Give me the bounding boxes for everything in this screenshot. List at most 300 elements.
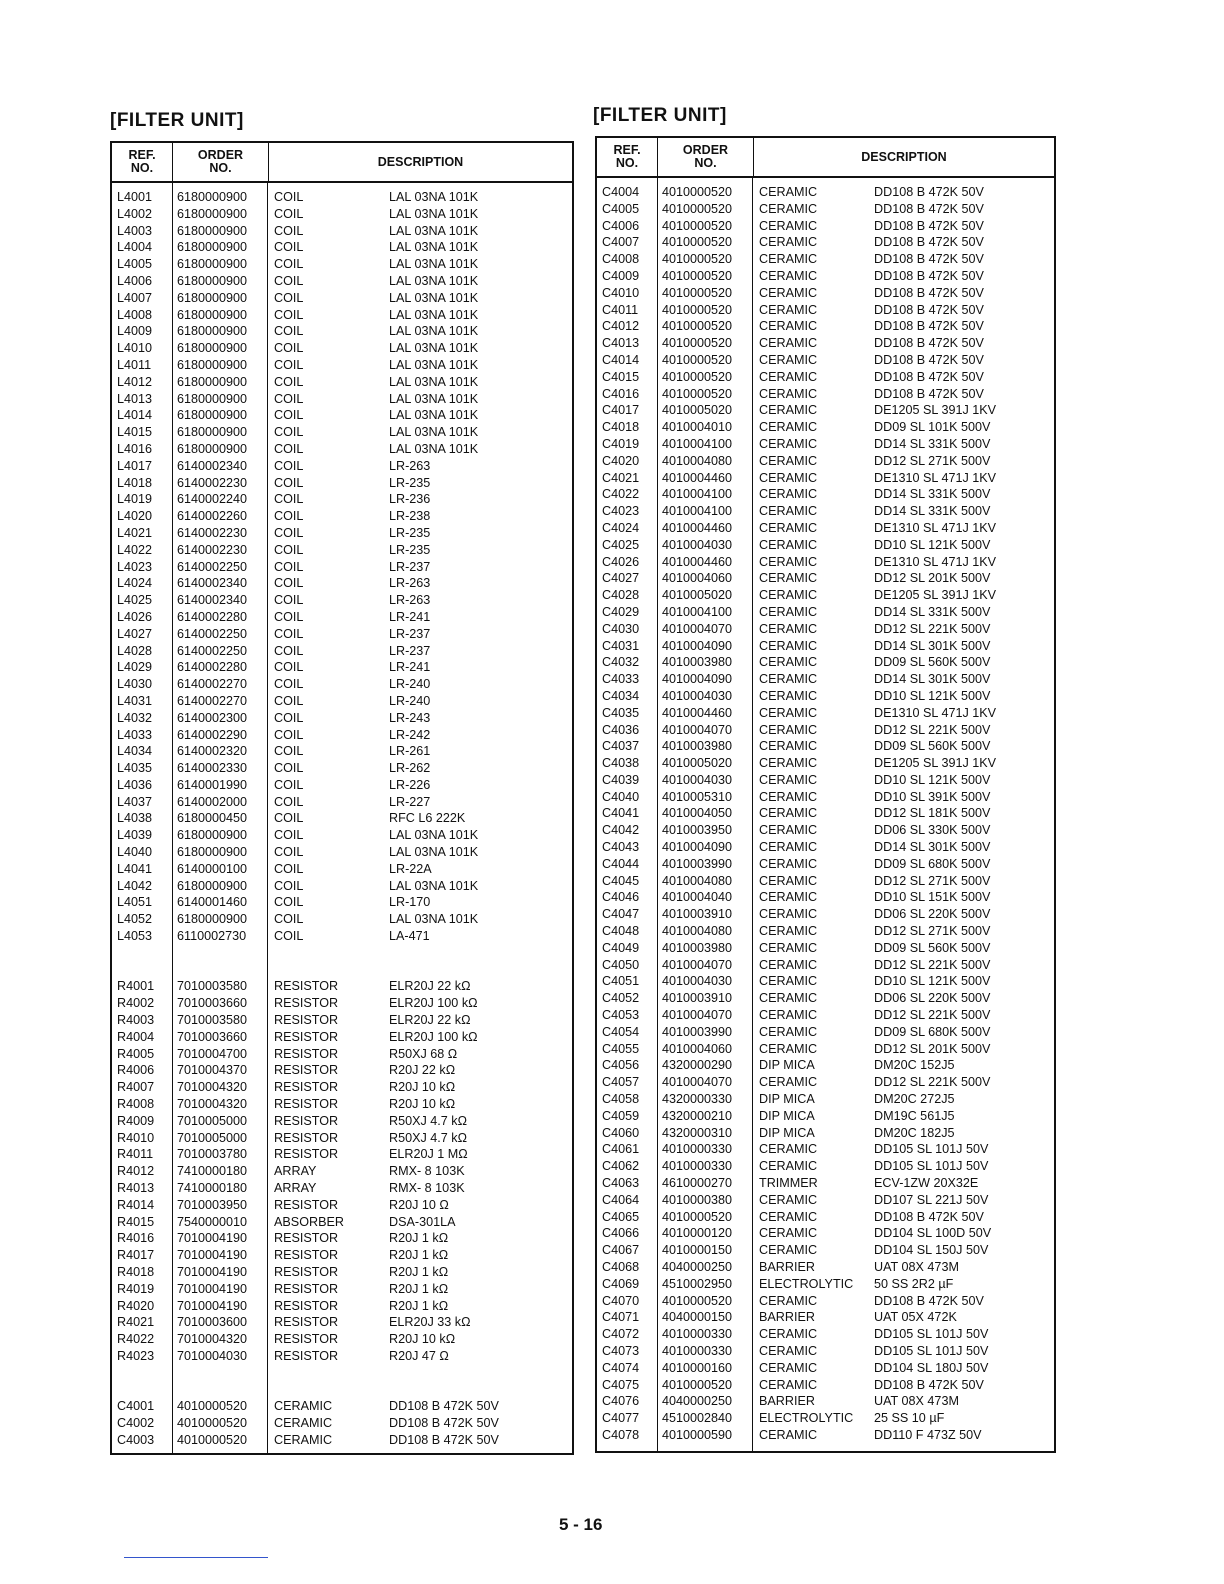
ref-no-cell: C4064 <box>602 1192 640 1207</box>
type-cell: CERAMIC <box>759 974 818 989</box>
order-no-cell: 6140002250 <box>177 559 248 574</box>
type-cell: CERAMIC <box>759 621 818 636</box>
table-row <box>112 1046 572 1063</box>
value-cell: R20J 10 kΩ <box>389 1332 456 1347</box>
type-cell: CERAMIC <box>759 873 818 888</box>
table-row <box>597 957 1054 974</box>
ref-no-cell: C4017 <box>602 403 640 418</box>
ref-no-cell: C4039 <box>602 772 640 787</box>
ref-no-cell: C4022 <box>602 487 640 502</box>
order-no-cell: 6110002730 <box>177 929 247 944</box>
type-cell: CERAMIC <box>759 604 818 619</box>
table-row <box>597 1242 1054 1259</box>
type-cell: COIL <box>274 777 304 792</box>
ref-no-cell: L4037 <box>117 794 153 809</box>
ref-no-cell: L4041 <box>117 861 153 876</box>
order-no-cell: 4010005020 <box>662 756 733 771</box>
ref-no-cell: R4006 <box>117 1063 155 1078</box>
table-row <box>597 386 1054 403</box>
ref-no-cell: C4007 <box>602 235 640 250</box>
type-cell: RESISTOR <box>274 1097 339 1112</box>
table-row <box>112 475 572 492</box>
order-no-cell: 4010000520 <box>662 319 733 334</box>
ref-no-cell: C4053 <box>602 1008 640 1023</box>
ref-no-cell: C4060 <box>602 1125 640 1140</box>
table-row <box>597 352 1054 369</box>
type-cell: COIL <box>274 408 304 423</box>
ref-no-header: REF. NO. <box>112 143 173 181</box>
ref-no-cell: C4042 <box>602 823 640 838</box>
order-no-cell: 4010003980 <box>662 655 733 670</box>
order-no-cell: 6180000900 <box>177 441 248 456</box>
value-cell <box>385 1365 572 1382</box>
value-cell: DD06 SL 330K 500V <box>874 823 991 838</box>
ref-no-cell: C4024 <box>602 520 640 535</box>
type-cell: BARRIER <box>759 1394 815 1409</box>
value-cell: LAL 03NA 101K <box>389 408 479 423</box>
table-row <box>597 889 1054 906</box>
type-cell: CERAMIC <box>759 924 818 939</box>
value-cell <box>385 1382 572 1399</box>
order-no-cell: 6180000900 <box>177 206 248 221</box>
ref-no-cell: R4022 <box>117 1332 155 1347</box>
ref-no-cell: R4009 <box>117 1113 155 1128</box>
table-row <box>112 1247 572 1264</box>
ref-no-cell: C4045 <box>602 873 640 888</box>
value-cell: RFC L6 222K <box>389 811 466 826</box>
table-row <box>597 1074 1054 1091</box>
table-row <box>597 973 1054 990</box>
ref-no-cell: C4012 <box>602 319 640 334</box>
value-cell: LR-240 <box>389 677 431 692</box>
ref-no-cell: C4068 <box>602 1260 640 1274</box>
table-row <box>597 1108 1054 1125</box>
type-cell: CERAMIC <box>759 1327 818 1342</box>
table-row <box>597 554 1054 571</box>
type-cell: CERAMIC <box>759 537 818 552</box>
value-cell: DD108 B 472K 50V <box>874 185 984 199</box>
table-row <box>597 856 1054 873</box>
table-row <box>597 1209 1054 1226</box>
order-no-cell: 4010000520 <box>662 369 733 384</box>
ref-no-cell: C4005 <box>602 201 640 216</box>
value-cell: ELR20J 33 kΩ <box>389 1315 471 1330</box>
order-no-cell: 4510002840 <box>662 1411 733 1426</box>
type-cell: BARRIER <box>759 1260 815 1274</box>
ref-no-cell: L4051 <box>117 895 153 910</box>
ref-no-cell: C4033 <box>602 672 640 687</box>
type-cell: CERAMIC <box>759 789 818 804</box>
type-cell: RESISTOR <box>274 1281 339 1296</box>
table-row <box>597 503 1054 520</box>
order-no-cell: 6140000100 <box>177 861 248 876</box>
value-cell: UAT 08X 473M <box>874 1260 959 1274</box>
table-row <box>597 1259 1054 1276</box>
value-cell: DD108 B 472K 50V <box>874 285 984 300</box>
type-cell: CERAMIC <box>759 352 818 367</box>
ref-no-cell: R4015 <box>117 1214 155 1229</box>
type-cell: CERAMIC <box>759 722 818 737</box>
table-row <box>597 738 1054 755</box>
ref-no-cell: C4047 <box>602 907 640 922</box>
value-cell: DD108 B 472K 50V <box>874 201 984 216</box>
type-cell: RESISTOR <box>274 1063 339 1078</box>
type-cell: CERAMIC <box>759 1024 818 1039</box>
value-cell: DD104 SL 180J 50V <box>874 1360 989 1375</box>
type-cell: CERAMIC <box>274 1432 333 1447</box>
ref-no-cell: C4066 <box>602 1226 640 1241</box>
type-cell: CERAMIC <box>759 1041 818 1056</box>
type-cell: CERAMIC <box>759 218 818 233</box>
order-no-cell <box>172 962 267 979</box>
table-row <box>112 743 572 760</box>
value-cell: DD108 B 472K 50V <box>874 1377 984 1392</box>
type-cell: CERAMIC <box>759 436 818 451</box>
value-cell: LR-237 <box>389 626 431 641</box>
value-cell: LAL 03NA 101K <box>389 240 479 255</box>
table-row <box>597 772 1054 789</box>
order-no-cell: 4010000520 <box>662 302 733 317</box>
value-cell: ELR20J 100 kΩ <box>389 1029 478 1044</box>
order-no-cell: 4010003980 <box>662 739 733 754</box>
value-cell: DD10 SL 151K 500V <box>874 890 991 905</box>
ref-no-cell: R4013 <box>117 1181 155 1196</box>
type-cell: CERAMIC <box>759 319 818 334</box>
ref-no-cell: L4017 <box>117 458 153 473</box>
order-no-cell: 4040000250 <box>662 1260 733 1274</box>
ref-no-cell: C4009 <box>602 268 640 283</box>
type-cell: BARRIER <box>759 1310 815 1325</box>
table-row <box>597 1309 1054 1326</box>
ref-no-cell: R4020 <box>117 1298 155 1313</box>
value-cell: R50XJ 4.7 kΩ <box>389 1113 468 1128</box>
value-cell: DD108 B 472K 50V <box>389 1416 499 1431</box>
order-no-cell: 4010004080 <box>662 453 733 468</box>
table-row <box>112 727 572 744</box>
ref-no-cell: L4007 <box>117 290 153 305</box>
type-cell: CERAMIC <box>759 1192 818 1207</box>
value-cell: DD12 SL 221K 500V <box>874 1008 991 1023</box>
order-no-cell: 4010003990 <box>662 1024 733 1039</box>
order-no-cell: 4010000330 <box>662 1327 733 1342</box>
type-cell: CERAMIC <box>759 453 818 468</box>
ref-no-cell: L4019 <box>117 492 153 507</box>
value-cell: DD14 SL 331K 500V <box>874 504 991 519</box>
type-cell: RESISTOR <box>274 1265 339 1279</box>
table-row <box>112 458 572 475</box>
value-cell: LR-263 <box>389 458 431 473</box>
table-row <box>597 285 1054 302</box>
order-no-cell: 4010000330 <box>662 1159 733 1174</box>
order-no-cell: 4010000380 <box>662 1192 733 1207</box>
type-cell: CERAMIC <box>759 285 818 300</box>
blank-row <box>112 945 572 962</box>
table-row <box>597 839 1054 856</box>
type-cell: COIL <box>274 206 304 221</box>
value-cell: DD14 SL 301K 500V <box>874 840 991 855</box>
table-row <box>597 940 1054 957</box>
ref-no-cell: C4036 <box>602 722 640 737</box>
ref-no-cell: L4027 <box>117 626 153 641</box>
value-cell: ELR20J 1 MΩ <box>389 1147 468 1162</box>
order-no-cell: 6140002300 <box>177 710 248 725</box>
ref-no-cell: C4027 <box>602 571 640 586</box>
value-cell: DD12 SL 221K 500V <box>874 722 991 737</box>
ref-no-cell: C4041 <box>602 806 640 821</box>
order-no-cell: 6140002270 <box>177 693 248 708</box>
type-cell: COIL <box>274 559 304 574</box>
type-cell: RESISTOR <box>274 1248 339 1263</box>
ref-no-cell: L4034 <box>117 744 153 759</box>
table-row <box>112 290 572 307</box>
table-row <box>112 810 572 827</box>
ref-no-cell: L4020 <box>117 509 153 524</box>
order-no-header: ORDER NO. <box>658 138 754 176</box>
order-no-cell: 7010003950 <box>177 1197 248 1212</box>
order-no-cell: 4010004100 <box>662 604 733 619</box>
type-cell: CERAMIC <box>759 571 818 586</box>
type-cell: COIL <box>274 861 304 876</box>
value-cell: LAL 03NA 101K <box>389 425 479 440</box>
type-cell: CERAMIC <box>759 907 818 922</box>
order-no-cell: 4010000520 <box>662 1377 733 1392</box>
ref-no-cell: C4040 <box>602 789 640 804</box>
value-cell: LAL 03NA 101K <box>389 912 479 927</box>
table-row <box>597 688 1054 705</box>
table-row <box>112 928 572 945</box>
value-cell: DD104 SL 150J 50V <box>874 1243 989 1258</box>
table-row <box>112 1230 572 1247</box>
table-row <box>112 1180 572 1197</box>
table-row <box>112 273 572 290</box>
type-cell <box>267 1365 385 1382</box>
blank-row <box>112 962 572 979</box>
ref-no-cell: C4038 <box>602 756 640 771</box>
ref-no-cell: L4040 <box>117 845 153 860</box>
ref-no-cell: C4026 <box>602 554 640 569</box>
ref-no-cell: C4059 <box>602 1108 640 1123</box>
value-cell: R20J 1 kΩ <box>389 1231 449 1246</box>
value-cell: DD108 B 472K 50V <box>874 302 984 317</box>
value-cell: LAL 03NA 101K <box>389 374 479 389</box>
ref-no-cell: C4056 <box>602 1058 640 1073</box>
ref-no-cell: L4052 <box>117 912 153 927</box>
table-row <box>112 659 572 676</box>
table-row <box>597 1410 1054 1427</box>
table-row <box>112 441 572 458</box>
order-no-cell: 6140002270 <box>177 677 248 692</box>
order-no-cell: 4010000520 <box>662 252 733 267</box>
order-no-cell: 4010000520 <box>177 1432 248 1447</box>
ref-no-cell: C4075 <box>602 1377 640 1392</box>
order-no-cell: 7010004370 <box>177 1063 248 1078</box>
order-no-cell: 7010004320 <box>177 1080 248 1095</box>
order-no-cell: 4010000520 <box>662 352 733 367</box>
type-cell: ELECTROLYTIC <box>759 1276 854 1291</box>
type-cell: COIL <box>274 693 304 708</box>
ref-no-cell: L4022 <box>117 542 153 557</box>
order-no-cell: 4010004100 <box>662 504 733 519</box>
order-no-cell: 7410000180 <box>177 1181 248 1196</box>
order-no-cell: 4010000520 <box>662 201 733 216</box>
order-no-cell: 4010000520 <box>177 1399 248 1414</box>
ref-no-cell: C4048 <box>602 924 640 939</box>
table-row <box>597 638 1054 655</box>
table-row <box>597 1041 1054 1058</box>
order-no-cell: 6140002340 <box>177 576 248 591</box>
table-row <box>597 570 1054 587</box>
value-cell: LR-263 <box>389 576 431 591</box>
order-no-cell: 7010004190 <box>177 1298 248 1313</box>
type-cell: RESISTOR <box>274 1080 339 1095</box>
ref-no-cell: R4005 <box>117 1046 155 1061</box>
table-row <box>112 1398 572 1415</box>
order-no-cell: 4010000520 <box>662 336 733 351</box>
type-cell: CERAMIC <box>759 856 818 871</box>
value-cell: DD14 SL 331K 500V <box>874 436 991 451</box>
order-no-cell: 6140002230 <box>177 525 248 540</box>
ref-no-cell: L4036 <box>117 777 153 792</box>
ref-no-cell: L4053 <box>117 929 153 944</box>
ref-no-cell: C4050 <box>602 957 640 972</box>
ref-no-cell: C4058 <box>602 1092 640 1107</box>
ref-no-cell: C4037 <box>602 739 640 754</box>
ref-no-cell: L4039 <box>117 828 153 843</box>
table-row <box>597 436 1054 453</box>
table-row <box>597 1141 1054 1158</box>
order-no-header: ORDER NO. <box>173 143 269 181</box>
order-no-cell: 6140002230 <box>177 542 248 557</box>
table-row <box>112 1348 572 1365</box>
value-cell: DSA-301LA <box>389 1214 456 1229</box>
order-no-cell: 4510002950 <box>662 1276 733 1291</box>
type-cell: COIL <box>274 895 304 910</box>
value-cell: UAT 05X 472K <box>874 1310 957 1325</box>
table-row <box>597 1158 1054 1175</box>
table-row <box>112 1163 572 1180</box>
ref-no-cell: R4001 <box>117 979 155 994</box>
value-cell: DD09 SL 560K 500V <box>874 940 991 955</box>
value-cell: DD10 SL 121K 500V <box>874 974 991 989</box>
order-no-cell: 4010004080 <box>662 924 733 939</box>
value-cell: DD09 SL 101K 500V <box>874 420 991 435</box>
table-row <box>597 402 1054 419</box>
order-no-cell: 7010004320 <box>177 1097 248 1112</box>
table-row <box>597 587 1054 604</box>
order-no-cell: 7010004190 <box>177 1248 248 1263</box>
table-row <box>112 1432 572 1449</box>
table-row <box>597 1293 1054 1310</box>
order-no-cell: 4010004090 <box>662 638 733 653</box>
ref-no-cell: R4010 <box>117 1130 155 1145</box>
table-row <box>112 1415 572 1432</box>
value-cell: DD108 B 472K 50V <box>874 1293 984 1308</box>
value-cell: LR-263 <box>389 593 431 608</box>
table-row <box>112 777 572 794</box>
ref-no-cell: L4004 <box>117 240 153 255</box>
ref-no-cell: R4003 <box>117 1013 155 1028</box>
type-cell: CERAMIC <box>759 991 818 1006</box>
ref-no-cell: C4015 <box>602 369 640 384</box>
order-no-cell: 4610000270 <box>662 1176 733 1191</box>
ref-no-cell: L4009 <box>117 324 153 339</box>
type-cell: CERAMIC <box>759 470 818 485</box>
type-cell: CERAMIC <box>759 772 818 787</box>
type-cell: RESISTOR <box>274 996 339 1011</box>
order-no-cell: 6180000900 <box>177 307 248 322</box>
table-body <box>112 189 572 1449</box>
order-no-cell: 4010000520 <box>662 218 733 233</box>
order-no-cell: 6180000900 <box>177 425 248 440</box>
table-row <box>597 1024 1054 1041</box>
type-cell: RESISTOR <box>274 1231 339 1246</box>
order-no-cell: 4010000520 <box>662 1209 733 1224</box>
type-cell: CERAMIC <box>759 1343 818 1358</box>
order-no-cell: 4010003950 <box>662 823 733 838</box>
ref-no-cell: C4020 <box>602 453 640 468</box>
value-cell: RMX- 8 103K <box>389 1181 465 1196</box>
order-no-cell: 4010003990 <box>662 856 733 871</box>
value-cell: R20J 47 Ω <box>389 1348 449 1363</box>
table-header <box>112 143 572 183</box>
value-cell: R20J 10 kΩ <box>389 1080 456 1095</box>
table-row <box>597 184 1054 201</box>
type-cell: COIL <box>274 727 304 742</box>
value-cell: LR-170 <box>389 895 431 910</box>
value-cell: DD14 SL 301K 500V <box>874 638 991 653</box>
value-cell: LAL 03NA 101K <box>389 206 479 221</box>
order-no-cell: 6140002230 <box>177 475 248 490</box>
table-row <box>597 486 1054 503</box>
table-row <box>112 559 572 576</box>
value-cell: LAL 03NA 101K <box>389 845 479 860</box>
ref-no-cell: C4071 <box>602 1310 640 1325</box>
table-row <box>112 525 572 542</box>
type-cell: COIL <box>274 576 304 591</box>
table-row <box>597 302 1054 319</box>
order-no-cell: 6140002340 <box>177 593 248 608</box>
type-cell: COIL <box>274 878 304 893</box>
type-cell: COIL <box>274 761 304 776</box>
value-cell: DE1205 SL 391J 1KV <box>874 588 997 603</box>
value-cell: DD12 SL 201K 500V <box>874 571 991 586</box>
ref-no-cell: L4015 <box>117 425 153 440</box>
order-no-cell <box>172 1365 267 1382</box>
type-cell: COIL <box>274 929 304 944</box>
table-row <box>112 760 572 777</box>
table-row <box>597 318 1054 335</box>
order-no-cell: 6180000900 <box>177 257 248 272</box>
value-cell: LR-237 <box>389 559 431 574</box>
type-cell: RESISTOR <box>274 1315 339 1330</box>
value-cell: DD06 SL 220K 500V <box>874 991 991 1006</box>
value-cell: DD108 B 472K 50V <box>874 369 984 384</box>
type-cell: RESISTOR <box>274 1013 339 1028</box>
order-no-cell: 4010004040 <box>662 890 733 905</box>
ref-no-cell: C4074 <box>602 1360 640 1375</box>
order-no-cell: 4010003980 <box>662 940 733 955</box>
table-row <box>112 1298 572 1315</box>
table-row <box>597 1343 1054 1360</box>
table-row <box>597 1175 1054 1192</box>
table-row <box>112 189 572 206</box>
value-cell: LAL 03NA 101K <box>389 828 479 843</box>
table-row <box>112 357 572 374</box>
ref-no-cell <box>112 1365 172 1382</box>
ref-no-cell: L4035 <box>117 761 153 776</box>
table-row <box>597 873 1054 890</box>
table-body <box>597 184 1054 1444</box>
